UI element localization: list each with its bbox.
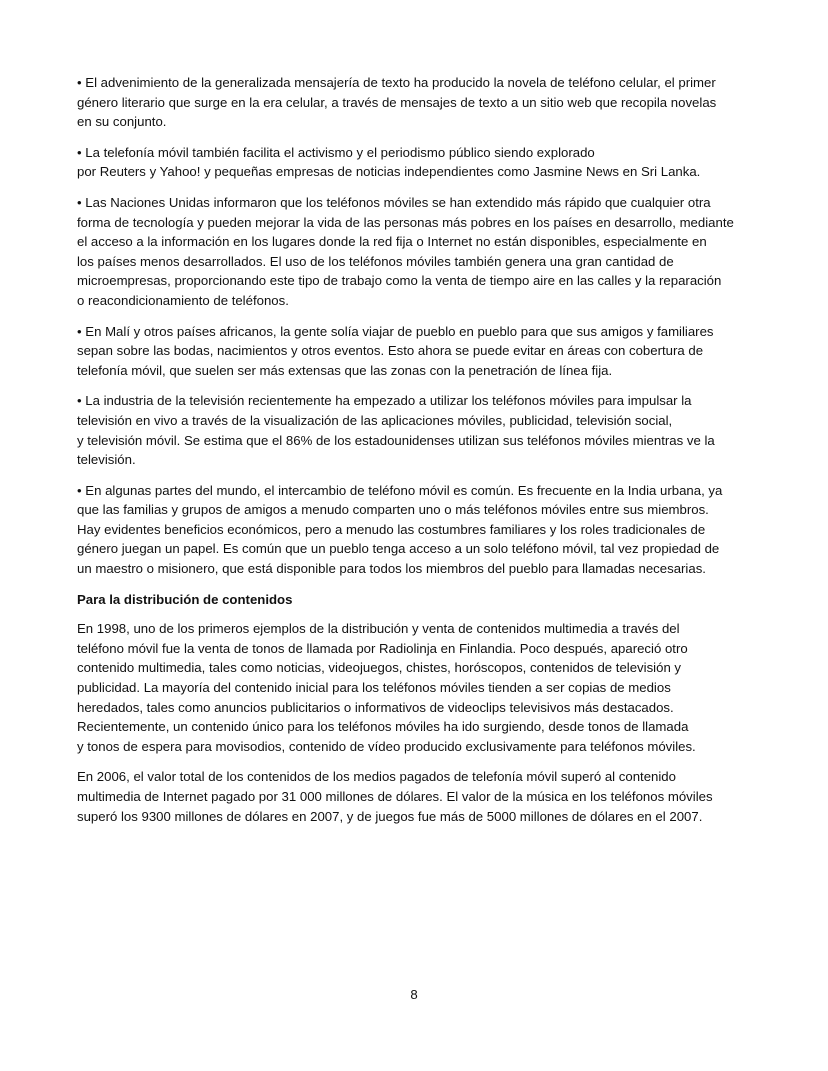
bullet-paragraph-mali: • En Malí y otros países africanos, la gente solía viajar de pueblo en pueblo para que sus amigos y familiares sepan sobre las bodas, nacimientos y otros eventos. Esto ahora se puede evitar en áreas con cobertura de telefonía móvil, que suelen ser más extensas que las zonas con la penetración de línea fija. xyxy=(77,323,714,378)
bullet-paragraph-intercambio: • En algunas partes del mundo, el intercambio de teléfono móvil es común. Es frecuente en la India urbana, ya que las familias y grupos de amigos a menudo comparten uno o más teléfonos móviles entre sus miembros. Hay evidentes beneficios económicos, pero a menudo las costumbres familiares y los roles tradicionales de género juegan un papel. Es común que un pueblo tenga acceso a un solo teléfono móvil, tal vez propiedad de un maestro o misionero, que está disponible para todos los miembros del pueblo para llamadas necesarias. xyxy=(77,482,723,577)
section-heading: Para la distribución de contenidos xyxy=(77,591,293,607)
bullet-paragraph-television: • La industria de la televisión recientemente ha empezado a utilizar los teléfonos móviles para impulsar la televisión en vivo a través de la visualización de las aplicaciones móviles, publicidad, televisión social, y televisión móvil. Se estima que el 86% de los estadounidenses utilizan sus teléfonos móviles mientras ve la televisión. xyxy=(77,393,715,468)
page-number: 8 xyxy=(410,987,418,1002)
bullet-paragraph-novela-celular: • El advenimiento de la generalizada mensajería de texto ha producido la novela de teléfono celular, el primer género literario que surge en la era celular, a través de mensajes de texto a un sitio web que recopila novelas en su conjunto. xyxy=(77,75,717,130)
bullet-paragraph-activismo: • La telefonía móvil también facilita el activismo y el periodismo público siendo explorado por Reuters y Yahoo! y pequeñas empresas de noticias independientes como Jasmine News en Sri Lanka. xyxy=(77,144,701,180)
bullet-paragraph-naciones-unidas: • Las Naciones Unidas informaron que los teléfonos móviles se han extendido más rápido que cualquier otra forma de tecnología y pueden mejorar la vida de las personas más pobres en los países en desarrollo, mediante el acceso a la información en los lugares donde la red fija o Internet no están disponibles, especialmente en los países menos desarrollados. El uso de los teléfonos móviles también genera una gran cantidad de microempresas, proporcionando este tipo de trabajo como la venta de tiempo aire en las calles y la reparación o reacondicionamiento de teléfonos. xyxy=(77,194,734,308)
section-paragraph-1998: En 1998, uno de los primeros ejemplos de la distribución y venta de contenidos multimedia a través del teléfono móvil fue la venta de tonos de llamada por Radiolinja en Finlandia. Poco después, apareció otro contenido multimedia, tales como noticias, videojuegos, chistes, horóscopos, contenidos de televisión y publicidad. La mayoría del contenido inicial para los teléfonos móviles tienden a ser copias de medios heredados, tales como anuncios publicitarios o informativos de videoclips televisivos más destacados. Recientemente, un contenido único para los teléfonos móviles ha ido surgiendo, desde tonos de llamada y tonos de espera para movisodios, contenido de vídeo producido exclusivamente para teléfonos móviles. xyxy=(77,621,696,754)
section-paragraph-2006: En 2006, el valor total de los contenidos de los medios pagados de telefonía móvil superó al contenido multimedia de Internet pagado por 31 000 millones de dólares. El valor de la música en los teléfonos móviles superó los 9300 millones de dólares en 2007, y de juegos fue más de 5000 millones de dólares en el 2007. xyxy=(77,769,713,824)
page-body xyxy=(77,73,753,837)
